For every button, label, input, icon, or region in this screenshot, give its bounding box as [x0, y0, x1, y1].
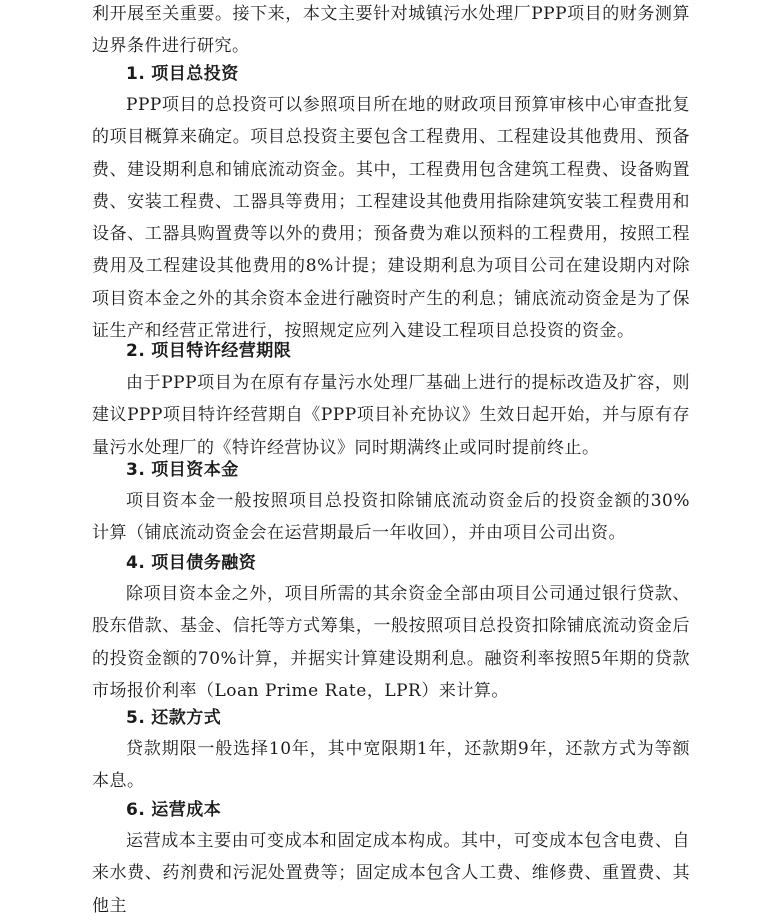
section-title: 项目资本金	[151, 460, 239, 480]
section-heading-debt-financing	[126, 547, 256, 579]
section-heading-concession-period	[126, 335, 291, 367]
section-heading-total-investment	[126, 58, 239, 90]
section-title: 项目债务融资	[151, 553, 257, 573]
section-number: 1.	[126, 64, 146, 84]
paragraph-total-investment: PPP项目的总投资可以参照项目所在地的财政项目预算审核中心审查批复的项目概算来确定。项目总投资主要包含工程费用、工程建设其他费用、预备费、建设期利息和铺底流动资金。其中，工程费用包含建筑工程费、设备购置费、安装工程费、工器具等费用；工程建设其他费用指除建筑安装工程费用和设备、工器具购置费等以外的费用；预备费为难以预料的工程费用，按照工程费用及工程建设其他费用的8%计提；建设期利息为项目公司在建设期内对除项目资本金之外的其余资本金进行融资时产生的利息；铺底流动资金是为了保证生产和经营正常进行，按照规定应列入建设工程项目总投资的资金。	[92, 95, 690, 342]
section-title: 项目总投资	[151, 64, 239, 84]
section-heading-project-capital	[126, 454, 239, 486]
paragraph-concession-period: 由于PPP项目为在原有存量污水处理厂基础上进行的提标改造及扩容，则建议PPP项目特许经营期自《PPP项目补充协议》生效日起开始，并与原有存量污水处理厂的《特许经营协议》同时期满终止或同时提前终止。	[92, 373, 690, 458]
paragraph-operating-cost: 运营成本主要由可变成本和固定成本构成。其中，可变成本包含电费、自来水费、药剂费和污泥处置费等；固定成本包含人工费、维修费、重置费、其他主	[92, 831, 690, 916]
paragraph-debt-financing: 除项目资本金之外，项目所需的其余资金全部由项目公司通过银行贷款、股东借款、基金、信托等方式筹集，一般按照项目总投资扣除铺底流动资金后的投资金额的70%计算，并据实计算建设期利息。融资利率按照5年期的贷款市场报价利率（Loan Prime Rate，LPR）来计算。	[92, 584, 690, 701]
section-title: 项目特许经营期限	[151, 341, 292, 361]
section-number: 4.	[126, 553, 146, 573]
section-number: 6.	[126, 800, 146, 820]
section-heading-repayment-method	[126, 702, 221, 734]
section-heading-operating-cost	[126, 794, 221, 826]
section-number: 5.	[126, 708, 146, 728]
section-number: 3.	[126, 460, 146, 480]
section-title: 运营成本	[151, 800, 222, 820]
paragraph-intro-continuation: 利开展至关重要。接下来，本文主要针对城镇污水处理厂PPP项目的财务测算边界条件进行研究。	[92, 4, 690, 57]
section-title: 还款方式	[151, 708, 222, 728]
section-number: 2.	[126, 341, 146, 361]
paragraph-repayment-method: 贷款期限一般选择10年，其中宽限期1年，还款期9年，还款方式为等额本息。	[92, 739, 690, 792]
paragraph-project-capital: 项目资本金一般按照项目总投资扣除铺底流动资金后的投资金额的30%计算（铺底流动资金会在运营期最后一年收回），并由项目公司出资。	[92, 491, 690, 544]
